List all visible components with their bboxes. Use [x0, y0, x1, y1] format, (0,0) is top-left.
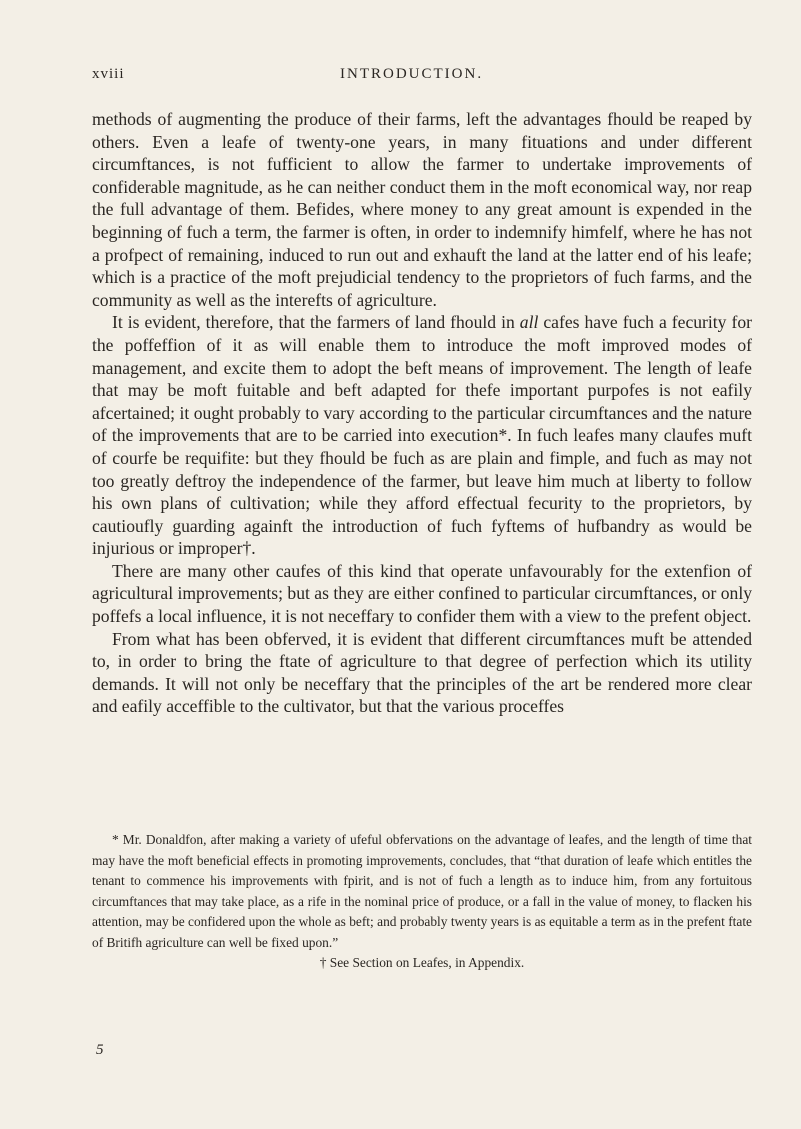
paragraph-1: methods of augmenting the produce of their farms, left the advantages fhould be reaped by others. Even a leafe of twenty-one years, in many fituations and under different circumftances, is not fufficient to allow the farmer to undertake improvements of confiderable magnitude, as he can neither conduct them in the moft economical way, nor reap the full advantage of them. Befides, where money to any great amount is expended in the beginning of fuch a term, the farmer is often, in order to indemnify himfelf, where he has not a profpect of remaining, induced to run out and exhauft the land at the latter end of his leafe; which is a practice of the moft prejudicial tendency to the proprietors of fuch farms, and the community as well as the interefts of agriculture. — [92, 109, 752, 310]
running-head: INTRODUCTION. — [340, 66, 484, 82]
page-number: xviii — [92, 66, 125, 82]
paragraph-4: From what has been obferved, it is evident that different circumftances muft be attended to, in order to bring the ftate of agriculture to that degree of perfection which its utility demands. It will not only be neceffary that the principles of the art be rendered more clear and eafily acceffible to the cultivator, but that the various proceffes — [92, 628, 752, 717]
paragraph-3: There are many other caufes of this kind that operate unfavourably for the extenfion of agricultural improvements; but as they are either confined to particular circumftances, or only poffefs a local influence, it is not neceffary to confider them with a view to the prefent object. — [92, 560, 753, 627]
body-text — [92, 108, 752, 718]
page-header — [92, 66, 741, 90]
footnote-1: * Mr. Donaldfon, after making a variety of ufeful obfervations on the advantage of leafes, and the length of time that may have the moft beneficial effects in promoting improvements, concludes, that “that duration of leafe which entitles the tenant to commence his improvements with fpirit, and is not of fuch a length as to induce him, from any fortuitous circumftances that may take place, as a rife in the nominal price of produce, or a fall in the value of money, to flacken his attention, may be confidered upon the whole as beft; and probably twenty years is as equitable a term as in the prefent ftate of Britifh agriculture can well be fixed upon.” — [92, 832, 752, 950]
footnote-2: † See Section on Leafes, in Appendix. — [319, 955, 525, 970]
emphasis-all: all — [519, 312, 539, 333]
paragraph-2: It is evident, therefore, that the farmers of land fhould in all cafes have fuch a fecurity for the poffeffion of it as will enable them to introduce the moft improved modes of management, and excite them to adopt the beft means of improvement. The length of leafe that may be moft fuitable and beft adapted for thefe important purpofes is not eafily afcertained; it ought probably to vary according to the particular circumftances and the nature of the improvements that are to be carried into execution*. In fuch leafes many claufes muft of courfe be requifite: but they fhould be fuch as are plain and fimple, and fuch as may not too greatly deftroy the independence of the farmer, but leave him much at liberty to follow his own plans of cultivation; while they afford effectual fecurity to the proprietors, by cautioufly guarding againft the introduction of fuch fyftems of hufbandry as would be injurious or improper†. — [92, 312, 752, 559]
signature-mark: 5 — [96, 1042, 104, 1058]
footnotes — [92, 830, 752, 974]
